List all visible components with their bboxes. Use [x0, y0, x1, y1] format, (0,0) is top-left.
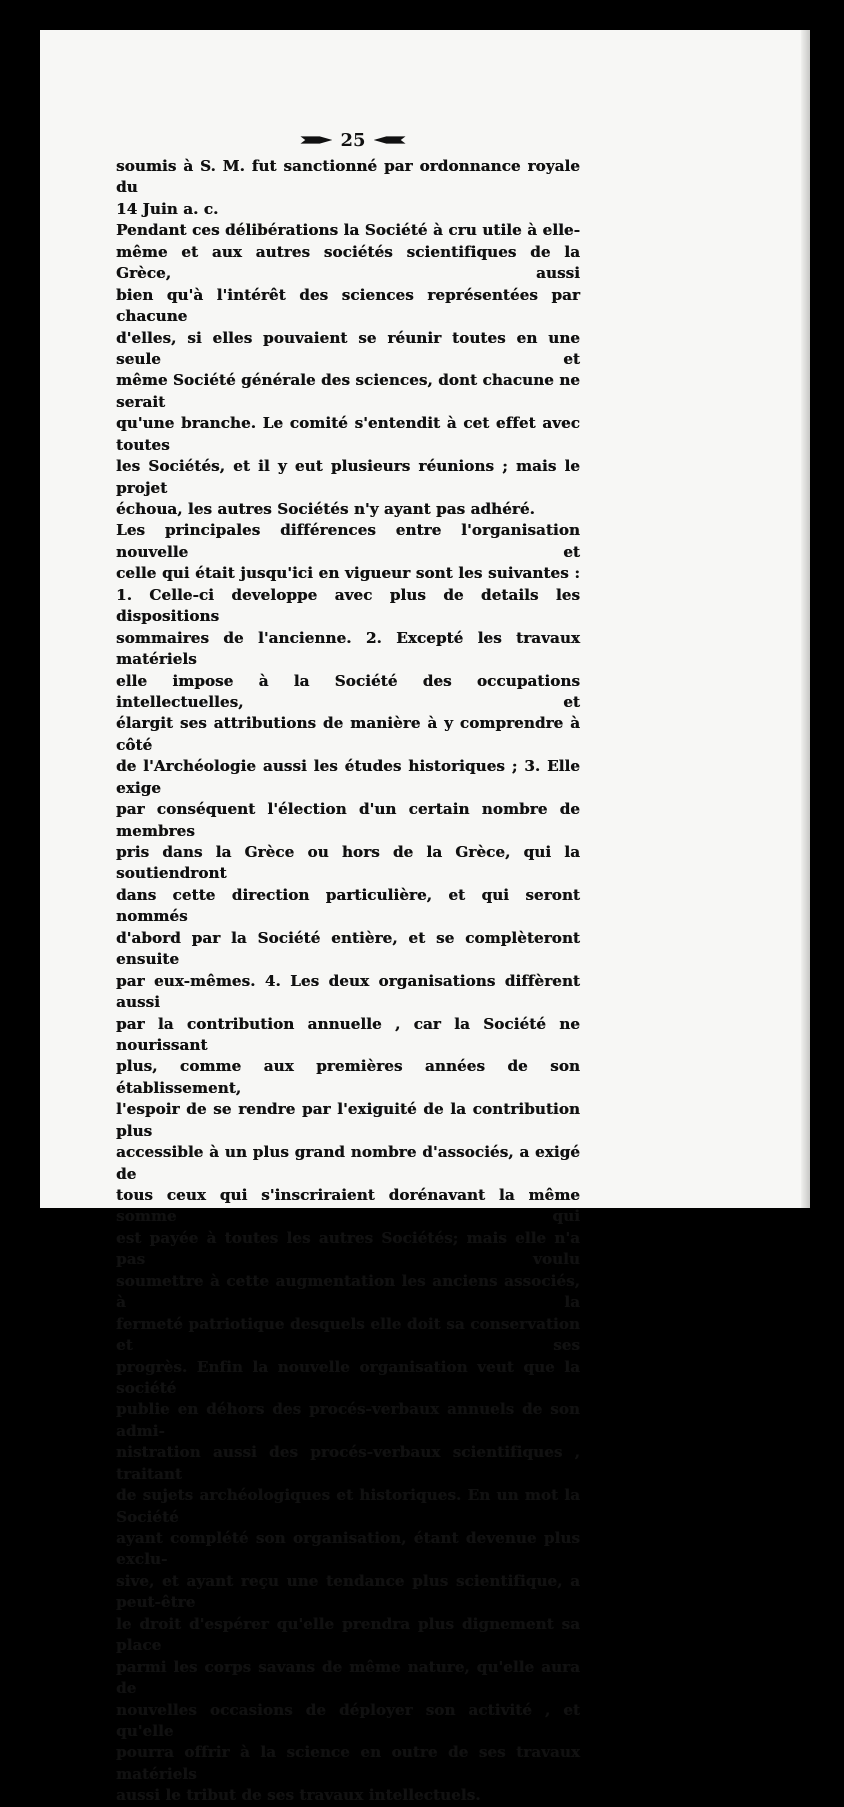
- text-line: échoua, les autres Sociétés n'y ayant pas adhéré.: [116, 500, 535, 518]
- text-line: ayant complété son organisation, étant devenue plus exclu-: [116, 1529, 580, 1569]
- text-line: accessible à un plus grand nombre d'associés, a exigé de: [116, 1143, 580, 1183]
- body-text: [116, 156, 580, 1807]
- text-line: par la contribution annuelle , car la Société ne nourissant: [116, 1014, 580, 1054]
- text-line: même Société générale des sciences, dont chacune ne serait: [116, 371, 580, 411]
- text-line: l'espoir de se rendre par l'exiguité de la contribution plus: [116, 1100, 580, 1140]
- text-line: elle impose à la Société des occupations intellectuelles, et: [116, 671, 580, 711]
- text-line: par conséquent l'élection d'un certain nombre de membres: [116, 800, 580, 840]
- text-line: pourra offrir à la science en outre de ses travaux matériels: [116, 1743, 580, 1783]
- text-line: est payée à toutes les autres Sociétés; mais elle n'a pas voulu: [116, 1228, 580, 1269]
- text-line: plus, comme aux premières années de son établissement,: [116, 1057, 580, 1097]
- text-line: de l'Archéologie aussi les études historiques ; 3. Elle exige: [116, 757, 580, 797]
- text-line: publie en déhors des procés-verbaux annuels de son admi-: [116, 1400, 580, 1440]
- text-line: nouvelles occasions de déployer son activité , et qu'elle: [116, 1700, 580, 1740]
- text-line: tous ceux qui s'inscriraient dorénavant la même somme qui: [116, 1186, 580, 1226]
- text-line: le droit d'espérer qu'elle prendra plus dignement sa place: [116, 1614, 580, 1655]
- ornament-right-icon: [374, 134, 406, 146]
- text-line: celle qui était jusqu'ici en vigueur sont les suivantes :: [116, 564, 580, 583]
- text-line: par eux-mêmes. 4. Les deux organisations diffèrent aussi: [116, 971, 580, 1012]
- text-line: sive, et ayant reçu une tendance plus scientifique, a peut-être: [116, 1571, 580, 1612]
- text-line: qu'une branche. Le comité s'entendit à cet effet avec toutes: [116, 414, 580, 454]
- text-line: d'elles, si elles pouvaient se réunir toutes en une seule et: [116, 328, 580, 368]
- text-line: d'abord par la Société entière, et se complèteront ensuite: [116, 928, 580, 969]
- text-line: aussi le tribut de ses travaux intellectuels.: [116, 1786, 481, 1805]
- text-line: de sujets archéologiques et historiques. En un mot la Société: [116, 1486, 580, 1526]
- text-line: soumis à S. M. fut sanctionné par ordonnance royale du: [116, 157, 580, 197]
- document-page: [40, 30, 810, 1805]
- page-number: 25: [340, 129, 366, 151]
- text-line: dans cette direction particulière, et qui seront nommés: [116, 885, 580, 926]
- text-line: même et aux autres sociétés scientifiques de la Grèce, aussi: [116, 242, 580, 283]
- text-line: 1. Celle-ci developpe avec plus de details les dispositions: [116, 585, 580, 626]
- text-line: fermeté patriotique desquels elle doit sa conservation et ses: [116, 1314, 580, 1355]
- text-line: élargit ses attributions de manière à y comprendre à côté: [116, 714, 580, 754]
- text-line: bien qu'à l'intérêt des sciences représentées par chacune: [116, 285, 580, 326]
- text-line: pris dans la Grèce ou hors de la Grèce, qui la soutiendront: [116, 843, 580, 883]
- text-line: sommaires de l'ancienne. 2. Excepté les travaux matériels: [116, 628, 580, 669]
- text-line: 14 Juin a. c.: [116, 199, 219, 218]
- text-line: nistration aussi des procés-verbaux scientifiques , traitant: [116, 1443, 580, 1483]
- page-edge-shadow: [801, 30, 810, 1208]
- page-header: [298, 128, 408, 152]
- text-line: Les principales différences entre l'organisation nouvelle et: [116, 521, 580, 561]
- text-line: progrès. Enfin la nouvelle organisation veut que la société: [116, 1357, 580, 1397]
- text-line: parmi les corps savans de même nature, qu'elle aura de: [116, 1657, 580, 1698]
- text-line: soumettre à cette augmentation les anciens associés, à la: [116, 1271, 580, 1312]
- text-line: Pendant ces délibérations la Société à cru utile à elle-: [116, 221, 580, 240]
- ornament-left-icon: [300, 134, 332, 146]
- text-line: les Sociétés, et il y eut plusieurs réunions ; mais le projet: [116, 457, 580, 497]
